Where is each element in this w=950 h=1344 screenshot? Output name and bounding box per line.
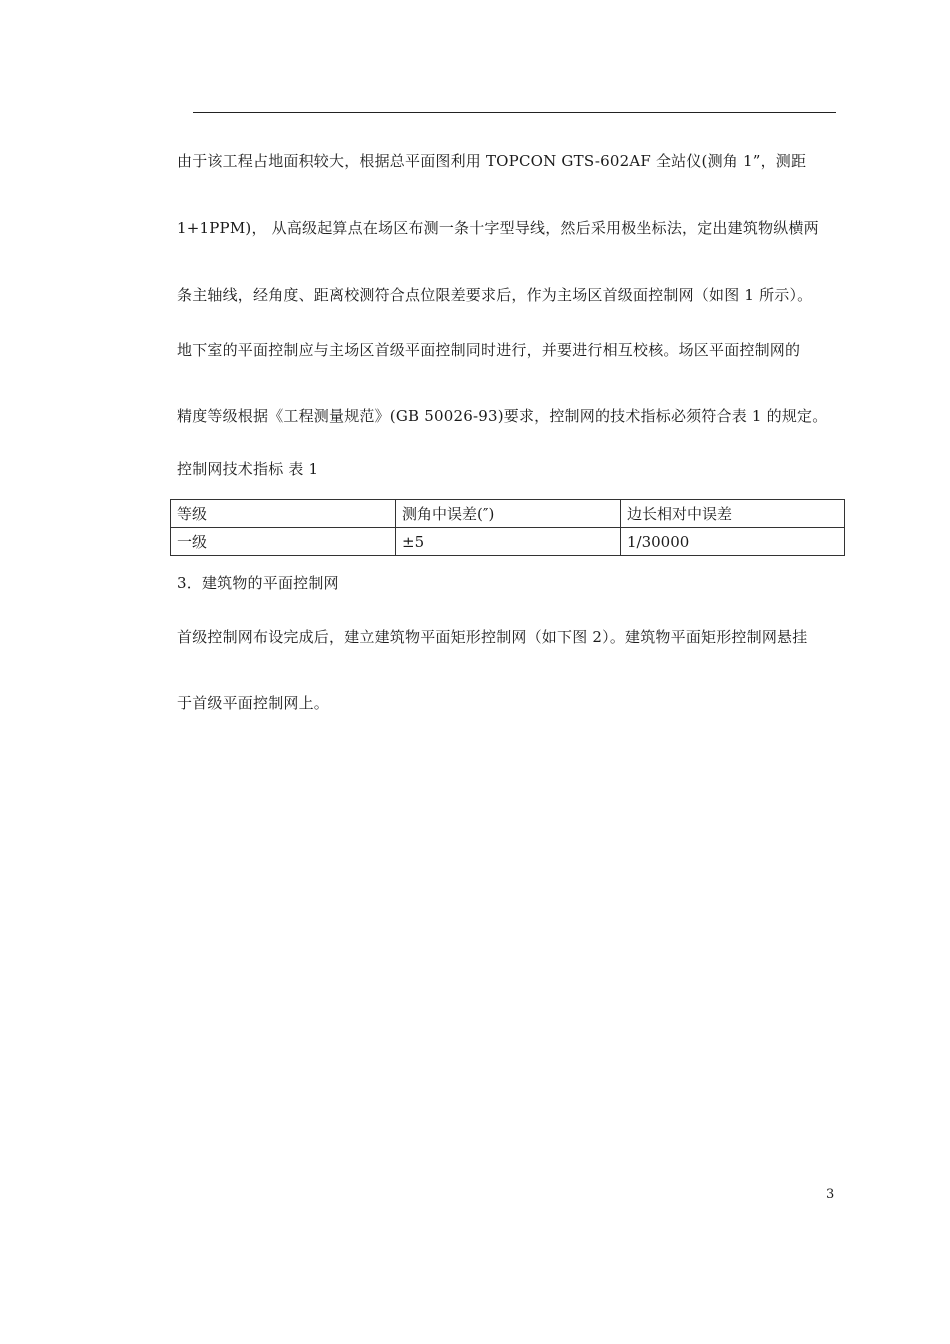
- table-header-cell: 边长相对中误差: [621, 500, 845, 528]
- section-heading: 3．建筑物的平面控制网: [177, 574, 339, 592]
- table-row: [171, 528, 845, 556]
- table-caption: 控制网技术指标 表 1: [177, 460, 319, 478]
- table-header-cell: 等级: [171, 500, 396, 528]
- paragraph-line: 地下室的平面控制应与主场区首级平面控制同时进行，并要进行相互校核。场区平面控制网的: [177, 341, 801, 359]
- table-cell: ±5: [396, 528, 621, 556]
- table-cell: 1/30000: [621, 528, 845, 556]
- paragraph-line: 1+1PPM)， 从高级起算点在场区布测一条十字型导线，然后采用极坐标法，定出建筑物纵横两: [177, 219, 819, 237]
- paragraph-line: 于首级平面控制网上。: [177, 694, 330, 712]
- page-number: 3: [826, 1187, 835, 1202]
- header-rule: [193, 112, 836, 113]
- paragraph-line: 条主轴线，经角度、距离校测符合点位限差要求后，作为主场区首级面控制网（如图 1 所示）。: [177, 286, 813, 304]
- paragraph-line: 首级控制网布设完成后，建立建筑物平面矩形控制网（如下图 2）。建筑物平面矩形控制网悬挂: [177, 628, 808, 646]
- table-header-row: [171, 500, 845, 528]
- table-cell: 一级: [171, 528, 396, 556]
- control-network-table: [170, 499, 845, 556]
- paragraph-line: 精度等级根据《工程测量规范》(GB 50026-93)要求，控制网的技术指标必须符合表 1 的规定。: [177, 407, 828, 425]
- paragraph-line: 由于该工程占地面积较大，根据总平面图利用 TOPCON GTS-602AF 全站仪(测角 1”，测距: [177, 152, 807, 170]
- table-header-cell: 测角中误差(″): [396, 500, 621, 528]
